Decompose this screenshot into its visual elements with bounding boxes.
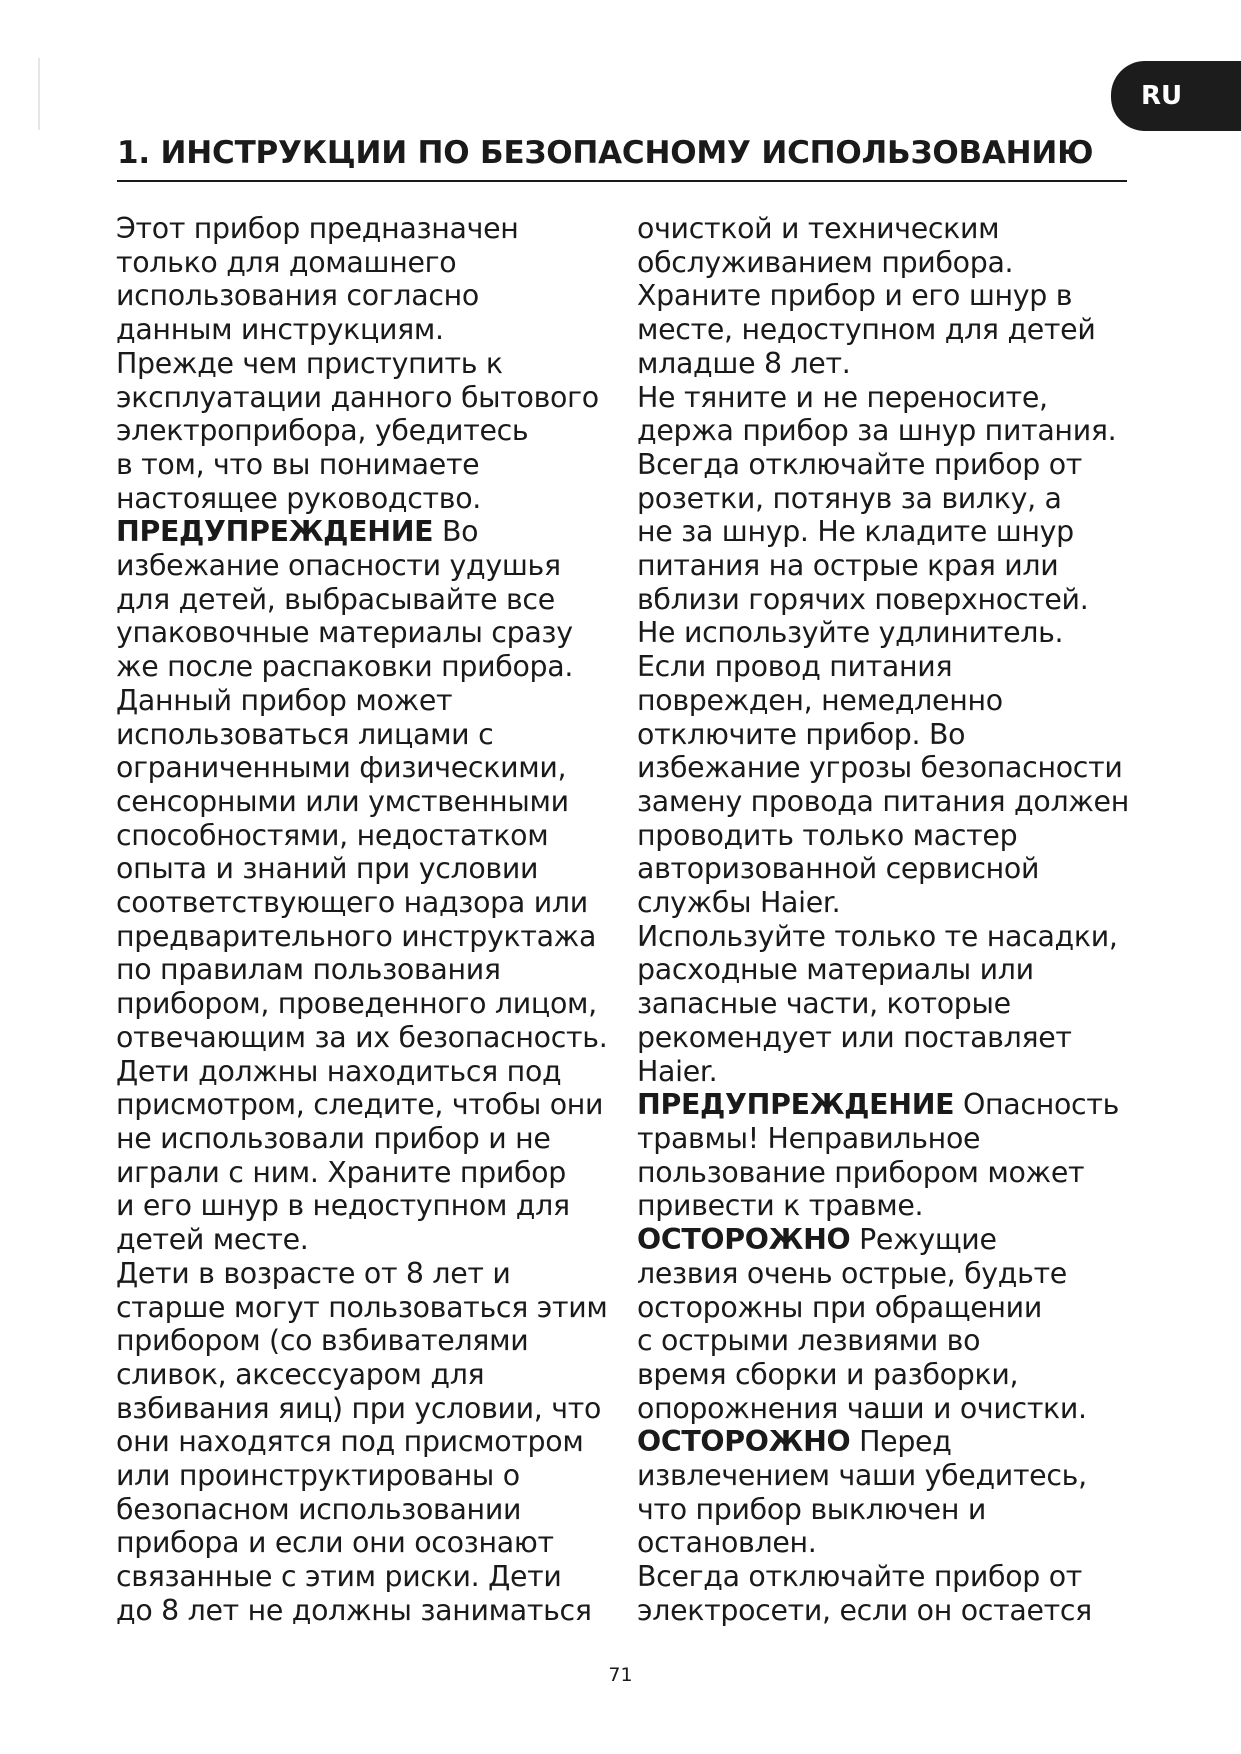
line-text: Во (433, 515, 479, 549)
warning-label: ПРЕДУПРЕЖДЕНИЕ (637, 1088, 955, 1122)
line-text: Режущие (850, 1223, 997, 1257)
line-text: играли с ним. Храните прибор (116, 1155, 566, 1189)
line-text: с острыми лезвиями во (637, 1324, 981, 1358)
text-line (116, 414, 636, 448)
text-line (116, 785, 636, 819)
line-text: Дети в возрасте от 8 лет и (116, 1256, 511, 1290)
language-tab: RU (1111, 61, 1241, 131)
line-text: Дети должны находиться под (116, 1054, 562, 1088)
line-text: рекомендует или поставляет (637, 1020, 1072, 1054)
text-line (116, 347, 636, 381)
right-column (637, 212, 1137, 1628)
page-number: 71 (608, 1664, 633, 1686)
line-text: не за шнур. Не кладите шнур (637, 515, 1074, 549)
line-text: Данный прибор может (116, 683, 453, 717)
text-line (116, 1594, 636, 1628)
text-line (637, 1560, 1137, 1594)
text-line (637, 1459, 1137, 1493)
line-text: замену провода питания должен (637, 784, 1129, 818)
line-text: вблизи горячих поверхностей. (637, 582, 1089, 616)
line-text: Если провод питания (637, 650, 953, 684)
text-line (116, 1493, 636, 1527)
line-text: службы Haier. (637, 886, 841, 920)
text-line (637, 482, 1137, 516)
text-line (637, 751, 1137, 785)
text-line (116, 212, 636, 246)
text-line (116, 313, 636, 347)
line-text: сенсорными или умственными (116, 784, 569, 818)
line-text: упаковочные материалы сразу (116, 616, 573, 650)
line-text: избежание опасности удушья (116, 549, 561, 583)
text-line (116, 1358, 636, 1392)
text-line (637, 1358, 1137, 1392)
text-line (637, 953, 1137, 987)
text-line (637, 313, 1137, 347)
line-text: очисткой и техническим (637, 212, 1000, 245)
text-line (637, 381, 1137, 415)
text-line (116, 1223, 636, 1257)
line-text: Haier. (637, 1054, 718, 1088)
text-line (637, 1291, 1137, 1325)
text-line (116, 246, 636, 280)
line-text: ограниченными физическими, (116, 751, 567, 785)
line-text: извлечением чаши убедитесь, (637, 1459, 1087, 1493)
line-text: Этот прибор предназначен (116, 212, 519, 245)
title-rule (117, 180, 1127, 182)
text-line (116, 515, 636, 549)
line-text: поврежден, немедленно (637, 683, 1003, 717)
line-text: предварительного инструктажа (116, 919, 597, 953)
text-line (116, 718, 636, 752)
line-text: присмотром, следите, чтобы они (116, 1088, 604, 1122)
text-line (116, 852, 636, 886)
line-text: Не используйте удлинитель. (637, 616, 1064, 650)
line-text: электросети, если он остается (637, 1593, 1092, 1627)
line-text: они находятся под присмотром (116, 1425, 584, 1459)
line-text: сливок, аксессуаром для (116, 1357, 485, 1391)
text-line (637, 684, 1137, 718)
text-line (637, 1055, 1137, 1089)
text-line (116, 1156, 636, 1190)
line-text: настоящее руководство. (116, 481, 482, 515)
margin-mark (38, 58, 40, 130)
text-line (116, 482, 636, 516)
text-line (116, 751, 636, 785)
line-text: запасные части, которые (637, 987, 1011, 1021)
line-text: проводить только мастер (637, 818, 1018, 852)
line-text: детей месте. (116, 1223, 309, 1257)
text-line (637, 1088, 1137, 1122)
text-line (116, 1459, 636, 1493)
left-column (116, 212, 636, 1628)
text-line (637, 1189, 1137, 1223)
text-line (116, 1526, 636, 1560)
text-line (116, 1122, 636, 1156)
text-line (637, 246, 1137, 280)
text-line (637, 448, 1137, 482)
line-text: прибора и если они осознают (116, 1526, 554, 1560)
text-line (637, 1493, 1137, 1527)
line-text: время сборки и разборки, (637, 1357, 1019, 1391)
text-line (116, 1088, 636, 1122)
text-line (637, 1526, 1137, 1560)
text-line (116, 1291, 636, 1325)
text-line (116, 1055, 636, 1089)
text-line (637, 1021, 1137, 1055)
line-text: осторожны при обращении (637, 1290, 1042, 1324)
warning-label: ОСТОРОЖНО (637, 1425, 851, 1459)
text-line (116, 1324, 636, 1358)
text-line (116, 1257, 636, 1291)
text-line (116, 650, 636, 684)
text-line (116, 1021, 636, 1055)
line-text: привести к травме. (637, 1189, 924, 1223)
text-line (116, 549, 636, 583)
line-text: остановлен. (637, 1526, 817, 1560)
line-text: связанные с этим риски. Дети (116, 1560, 562, 1594)
text-line (637, 212, 1137, 246)
line-text: прибором (со взбивателями (116, 1324, 529, 1358)
warning-label: ОСТОРОЖНО (637, 1223, 851, 1257)
line-text: пользование прибором может (637, 1155, 1085, 1189)
line-text: использоваться лицами с (116, 717, 494, 751)
text-line (637, 347, 1137, 381)
line-text: травмы! Неправильное (637, 1121, 981, 1155)
line-text: Перед (850, 1425, 952, 1459)
line-text: безопасном использовании (116, 1492, 522, 1526)
text-line (116, 953, 636, 987)
text-line (116, 381, 636, 415)
line-text: опыта и знаний при условии (116, 852, 539, 886)
text-line (116, 583, 636, 617)
text-line (116, 1392, 636, 1426)
line-text: Опасность (954, 1088, 1120, 1122)
text-line (116, 448, 636, 482)
text-line (637, 515, 1137, 549)
line-text: Храните прибор и его шнур в (637, 279, 1073, 313)
line-text: питания на острые края или (637, 549, 1059, 583)
line-text: эксплуатации данного бытового (116, 380, 599, 414)
line-text: Всегда отключайте прибор от (637, 1560, 1083, 1594)
text-line (637, 886, 1137, 920)
warning-label: ПРЕДУПРЕЖДЕНИЕ (116, 515, 434, 549)
line-text: Всегда отключайте прибор от (637, 447, 1083, 481)
text-line (637, 1594, 1137, 1628)
line-text: не использовали прибор и не (116, 1121, 551, 1155)
line-text: Не тяните и не переносите, (637, 380, 1048, 414)
text-line (637, 549, 1137, 583)
text-line (637, 616, 1137, 650)
section-title: 1. ИНСТРУКЦИИ ПО БЕЗОПАСНОМУ ИСПОЛЬЗОВАНИЮ (117, 135, 1094, 171)
line-text: опорожнения чаши и очистки. (637, 1391, 1087, 1425)
text-line (637, 819, 1137, 853)
line-text: лезвия очень острые, будьте (637, 1256, 1067, 1290)
text-line (637, 987, 1137, 1021)
line-text: способностями, недостатком (116, 818, 549, 852)
text-line (637, 1156, 1137, 1190)
line-text: и его шнур в недоступном для (116, 1189, 570, 1223)
line-text: младше 8 лет. (637, 346, 851, 380)
line-text: избежание угрозы безопасности (637, 751, 1123, 785)
line-text: же после распаковки прибора. (116, 650, 574, 684)
text-line (637, 414, 1137, 448)
text-line (116, 819, 636, 853)
text-line (637, 1223, 1137, 1257)
text-line (116, 616, 636, 650)
line-text: или проинструктированы о (116, 1459, 520, 1493)
line-text: прибором, проведенного лицом, (116, 987, 597, 1021)
text-line (116, 987, 636, 1021)
text-line (637, 1392, 1137, 1426)
line-text: до 8 лет не должны заниматься (116, 1593, 592, 1627)
line-text: соответствующего надзора или (116, 886, 588, 920)
line-text: держа прибор за шнур питания. (637, 414, 1117, 448)
text-line (637, 583, 1137, 617)
line-text: обслуживанием прибора. (637, 245, 1014, 279)
line-text: взбивания яиц) при условии, что (116, 1391, 602, 1425)
line-text: отключите прибор. Во (637, 717, 966, 751)
text-line (637, 852, 1137, 886)
line-text: Используйте только те насадки, (637, 919, 1118, 953)
line-text: расходные материалы или (637, 953, 1034, 987)
text-line (637, 1425, 1137, 1459)
line-text: Прежде чем приступить к (116, 346, 503, 380)
text-line (116, 1425, 636, 1459)
line-text: электроприбора, убедитесь (116, 414, 529, 448)
text-line (116, 1560, 636, 1594)
line-text: авторизованной сервисной (637, 852, 1040, 886)
text-line (637, 785, 1137, 819)
line-text: что прибор выключен и (637, 1492, 986, 1526)
line-text: данным инструкциям. (116, 313, 444, 347)
line-text: только для домашнего (116, 245, 457, 279)
text-line (116, 279, 636, 313)
text-line (637, 1324, 1137, 1358)
text-line (637, 920, 1137, 954)
text-line (116, 886, 636, 920)
line-text: месте, недоступном для детей (637, 313, 1096, 347)
line-text: старше могут пользоваться этим (116, 1290, 608, 1324)
text-line (637, 1122, 1137, 1156)
text-line (637, 718, 1137, 752)
line-text: розетки, потянув за вилку, а (637, 481, 1062, 515)
text-line (637, 279, 1137, 313)
text-line (116, 1189, 636, 1223)
text-line (637, 650, 1137, 684)
line-text: в том, что вы понимаете (116, 447, 480, 481)
line-text: отвечающим за их безопасность. (116, 1020, 608, 1054)
line-text: для детей, выбрасывайте все (116, 582, 555, 616)
line-text: использования согласно (116, 279, 479, 313)
text-line (116, 684, 636, 718)
text-line (637, 1257, 1137, 1291)
text-line (116, 920, 636, 954)
line-text: по правилам пользования (116, 953, 501, 987)
